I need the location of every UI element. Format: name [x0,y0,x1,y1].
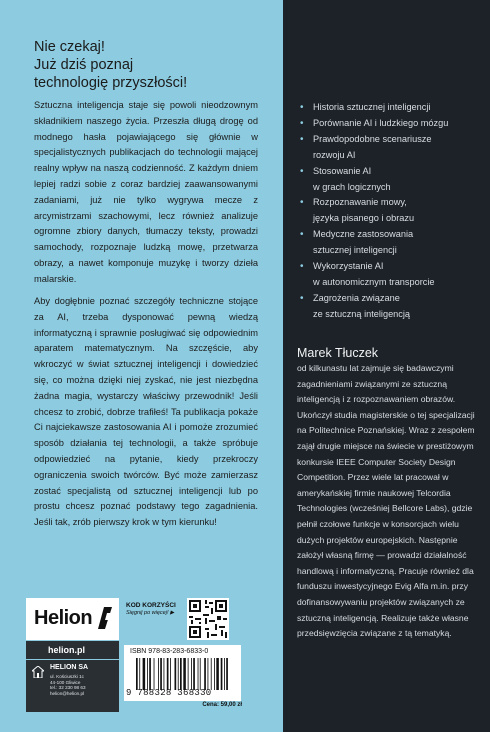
topic-line: • Rozpoznawanie mowy, [313,197,407,208]
kod-subtitle: Sięgnij po więcej! ▶ [126,610,175,616]
topic-line: w autonomicznym transporcie [313,276,435,287]
barcode-bar [216,658,219,690]
barcode-bar [198,658,199,690]
author-bio: od kilkunastu lat zajmuje się badawczymi zagadnieniami związanymi ze sztuczną inteligencją i z rozpoznawaniem obrazów. Ukończył studia magisterskie o tej specjalizacji na Politechnice Poznańskiej. Wraz z zespołem zajął drugie miejsce na świecie w prestiżowym konkursie IEEE Computer Society Design Competition. Przez wiele lat pracował w amerykańskiej firmie naukowej Telcordia Technologies (wcześniej Bellcore Labs), gdzie pełnił czołowe funkcje w konsorcjach wielu dużych projektów europejskich. Następnie założył własną firmę — prowadzi działalność handlową i informatyczną. Pracuje również dla funduszu inwestycyjnego Evig Alfa m.in. przy dofinansowywaniu projektów związanych ze sztuczną inteligencją. Realizuje także własne przedsięwzięcia związane z tą tematyką. [297,363,475,639]
publisher-name: HELION SA [50,664,89,671]
barcode-bar [183,658,186,690]
publisher-url-bar[interactable] [26,641,119,659]
topic-line: w grach logicznych [313,181,391,192]
helion-mark-icon [98,607,112,629]
topic-line: • Zagrożenia związane [313,292,400,303]
barcode-bar [136,658,138,690]
topic-line: • Porównanie AI i ludzkiego mózgu [313,117,449,128]
price: Cena: 59,00 zł [202,702,242,708]
barcode-bar [226,658,228,690]
barcode-bar [170,658,171,690]
barcode-bar [208,658,209,690]
topic-item [297,164,483,196]
barcode-bar [149,658,151,690]
topic-line: • Stosowanie AI [313,165,372,176]
topic-item [297,116,483,132]
barcode [136,658,236,690]
barcode-bar [158,658,159,690]
topic-line: rozwoju AI [313,149,356,160]
barcode-box [124,645,241,701]
publisher-address-line: ul. Kościuszki 1c [50,674,84,679]
topic-item [297,195,483,227]
barcode-bar [164,658,165,690]
barcode-bar [167,658,169,690]
barcode-bar [180,658,182,690]
barcode-bar [175,658,177,690]
topic-line: • Prawdopodobne scenariusze [313,133,432,144]
ean-number: 9 788328 368330 [126,688,212,698]
topic-line: • Medyczne zastosowania [313,229,414,240]
publisher-block [26,598,240,713]
headline-line-3: technologię przyszłości! [34,75,188,91]
topic-item [297,227,483,259]
topic-line: ze sztuczną inteligencją [313,308,411,319]
isbn: ISBN 978-83-283-6833-0 [130,648,209,655]
barcode-bar [224,658,225,690]
publisher-url[interactable]: helion.pl [48,645,85,655]
benefit-code-label [126,602,184,616]
publisher-address-line: tel.: 32 230 98 63 [50,685,86,690]
topic-line: sztucznej inteligencji [313,245,397,256]
topic-item [297,291,483,323]
topic-line: języka pisanego i obrazu [313,213,415,224]
barcode-bar [139,658,140,690]
qr-code[interactable] [187,598,229,640]
topic-line: • Wykorzystanie AI [313,261,384,272]
barcode-bar [143,658,146,690]
barcode-bar [147,658,148,690]
house-icon [32,666,44,678]
barcode-bar [211,658,212,690]
helion-logo [26,598,119,640]
barcode-bar [214,658,215,690]
topic-line: • Historia sztucznej inteligencji [313,102,431,112]
topic-item [297,132,483,164]
barcode-bar [160,658,162,690]
barcode-bar [178,658,179,690]
barcode-bar [154,658,155,690]
barcode-bar [221,658,223,690]
headline [34,38,264,92]
back-cover-right-panel [283,0,490,732]
publisher-address-line: helion@helion.pl [50,690,85,696]
publisher-address-box [26,660,119,712]
publisher-address-line: 44-100 Gliwice [50,679,81,685]
kod-title: KOD KORZYŚCI [126,602,176,609]
barcode-bar [193,658,195,690]
barcode-bar [204,658,206,690]
barcode-bar [200,658,201,690]
topic-item [297,100,483,116]
barcode-bar [191,658,192,690]
qr-code-icon [187,598,229,640]
headline-line-2: Już dziś poznaj [34,57,134,73]
logo-text: Helion [34,607,93,629]
author-name: Marek Tłuczek [297,346,379,360]
topics-list [297,100,483,323]
headline-line-1: Nie czekaj! [34,39,105,55]
blurb-paragraph-2: Aby dogłębnie poznać szczegóły techniczne stojące za AI, trzeba dysponować pewną wiedzą informatyczną i sprawnie posługiwać się odpowiednim aparatem matematycznym. Na szczęście, aby wkroczyć w świat sztucznej inteligencji i dowiedzieć się, co można dzięki niej zyskać, nie jest niezbędna żadna magia, wystarczy właściwy przewodnik! Jeśli chcesz to zrobić, dobrze trafiłeś! Ta publikacja pokaże Ci najciekawsze zastosowania AI i pomoże zrozumieć sposób działania tej technologii, a także spróbuje odpowiedzieć na pytanie, kiedy przekroczy ograniczenia swoich twórców. Być może zamierzasz zostać specjalistą od sztucznej inteligencji lub po prostu chcesz poznać podstawy tego zagadnienia. Jeśli tak, zrób pierwszy krok w tym kierunku! [34,296,258,528]
blurb-paragraph-1: Sztuczna inteligencja staje się powoli nieodzownym składnikiem naszego życia. Przeszła długą drogę od modnego hasła pojawiającego się głównie w specjalistycznych publikacjach do technologii mającej realny wpływ na naszą codzienność. Z każdym dniem lepiej radzi sobie z coraz bardziej zaawansowanymi zadaniami, już nie tylko wygrywa mecze z arcymistrzami szachowymi, lecz również analizuje ogromne zbiory danych, tłumaczy teksty, prowadzi samochody, rozpoznaje ludzką mowę, przetwarza obrazy, a nawet komponuje muzykę i tworzy dzieła malarskie. [34,100,258,284]
topic-item [297,259,483,291]
barcode-bar [188,658,189,690]
